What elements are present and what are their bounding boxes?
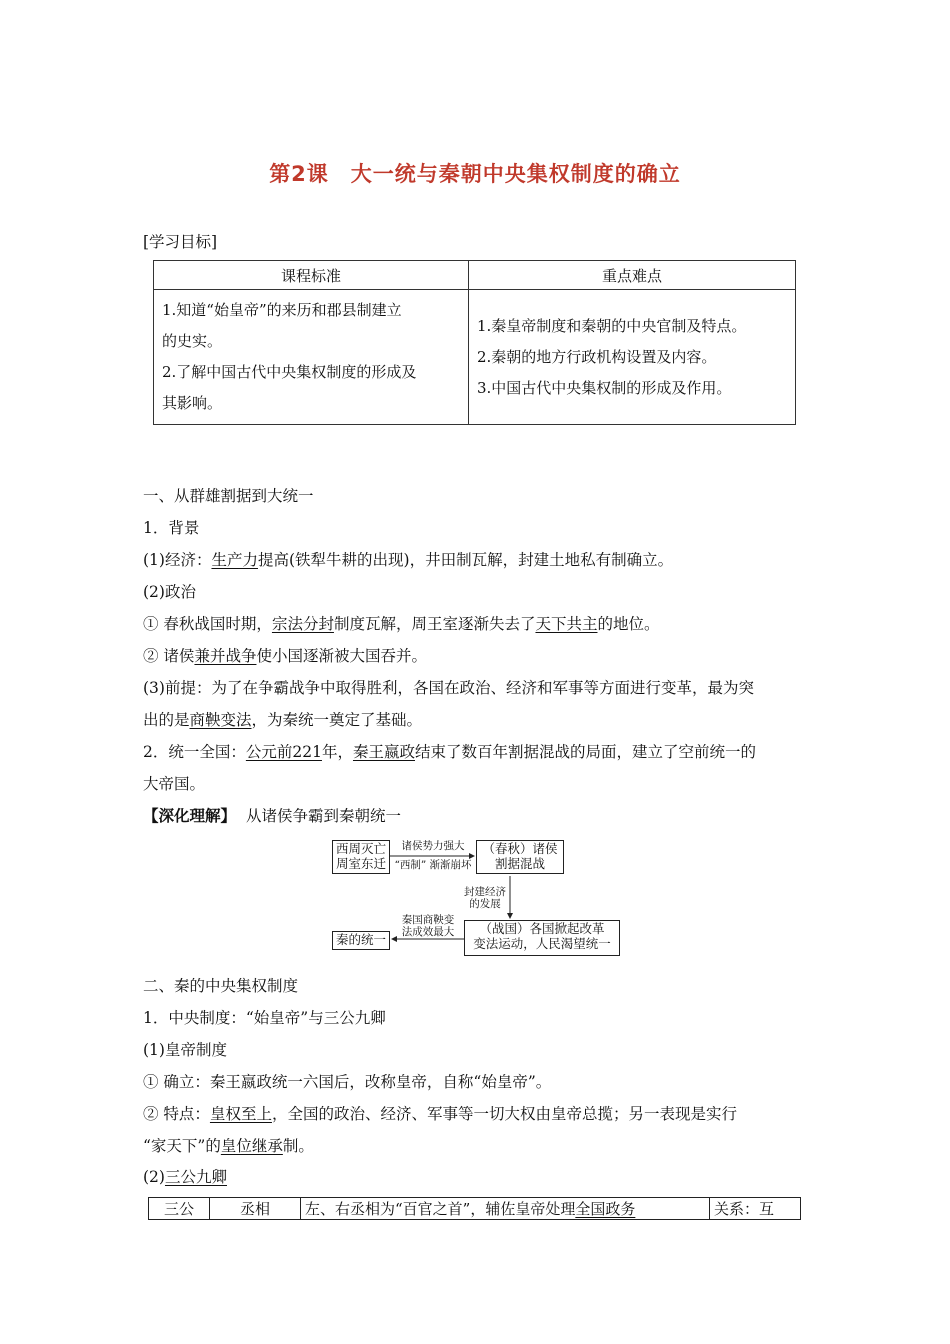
background-item: 1．背景	[143, 519, 200, 537]
goals-table	[153, 260, 796, 425]
cell-duty: 左、右丞相为“百官之首”，辅佐皇帝处理全国政务	[301, 1198, 710, 1220]
politics-line-1: ① 春秋战国时期，宗法分封制度瓦解，周王室逐渐失去了天下共主的地位。	[143, 615, 660, 633]
box-spring-autumn: （春秋）诸侯 割据混战	[476, 840, 564, 874]
emperor-establish: ① 确立：秦王嬴政统一六国后，改称皇帝，自称“始皇帝”。	[143, 1073, 552, 1091]
politics-item: (2)政治	[143, 583, 196, 601]
three-lords-table	[148, 1197, 801, 1220]
economy-line: (1)经济：生产力提高(铁犁牛耕的出现)，井田制瓦解，封建土地私有制确立。	[143, 551, 674, 569]
central-system-item: 1．中央制度：“始皇帝”与三公九卿	[143, 1009, 386, 1027]
emperor-system-item: (1)皇帝制度	[143, 1041, 227, 1059]
arrow1-label-bottom: “西制” 渐渐崩坏	[394, 859, 472, 871]
unify-line-2: 大帝国。	[143, 775, 206, 793]
section1-heading: 一、从群雄割据到大统一	[143, 487, 314, 505]
emperor-feature-line-1: ② 特点：皇权至上，全国的政治、经济、军事等一切大权由皇帝总揽；另一表现是实行	[143, 1105, 737, 1123]
unify-line-1: 2．统一全国：公元前221年，秦王嬴政结束了数百年割据混战的局面，建立了空前统一的	[143, 743, 757, 761]
cell-relation: 关系：互	[710, 1198, 801, 1220]
goals-label: [学习目标]	[143, 233, 218, 251]
arrow3-label: 秦国商鞅变 法成效最大	[401, 914, 455, 938]
table-row	[149, 1198, 801, 1220]
box-qin-unification: 秦的统一	[332, 931, 390, 950]
cell-category: 三公	[149, 1198, 210, 1220]
deep-understanding: 【深化理解】 从诸侯争霸到秦朝统一	[143, 806, 402, 825]
goals-key-points: 1.秦皇帝制度和秦朝的中央官制及特点。 2.秦朝的地方行政机构设置及内容。 3.中国古代中央集权制的形成及作用。	[469, 290, 796, 425]
section2-heading: 二、秦的中央集权制度	[143, 977, 299, 995]
arrow2-label: 封建经济 的发展	[464, 886, 506, 910]
premise-line-1: (3)前提：为了在争霸战争中取得胜利，各国在政治、经济和军事等方面进行变革，最为突	[143, 679, 754, 697]
goals-col1-header: 课程标准	[154, 261, 469, 290]
flow-diagram	[332, 836, 622, 960]
box-west-zhou: 西周灭亡 周室东迁	[332, 840, 390, 874]
goals-course-standard: 1.知道“始皇帝”的来历和郡县制建立 的史实。 2.了解中国古代中央集权制度的形成及 其影响。	[154, 290, 469, 425]
politics-line-2: ② 诸侯兼并战争使小国逐渐被大国吞并。	[143, 647, 427, 665]
premise-line-2: 出的是商鞅变法，为秦统一奠定了基础。	[143, 711, 423, 729]
arrow1-label-top: 诸侯势力强大	[401, 840, 465, 852]
emperor-feature-line-2: “家天下”的皇位继承制。	[143, 1137, 314, 1155]
cell-title: 丞相	[210, 1198, 301, 1220]
goals-col2-header: 重点难点	[469, 261, 796, 290]
three-lords-item: (2)三公九卿	[143, 1168, 227, 1186]
page-title: 第2课 大一统与秦朝中央集权制度的确立	[269, 162, 681, 186]
box-warring-states: （战国）各国掀起改革 变法运动，人民渴望统一	[464, 920, 620, 956]
